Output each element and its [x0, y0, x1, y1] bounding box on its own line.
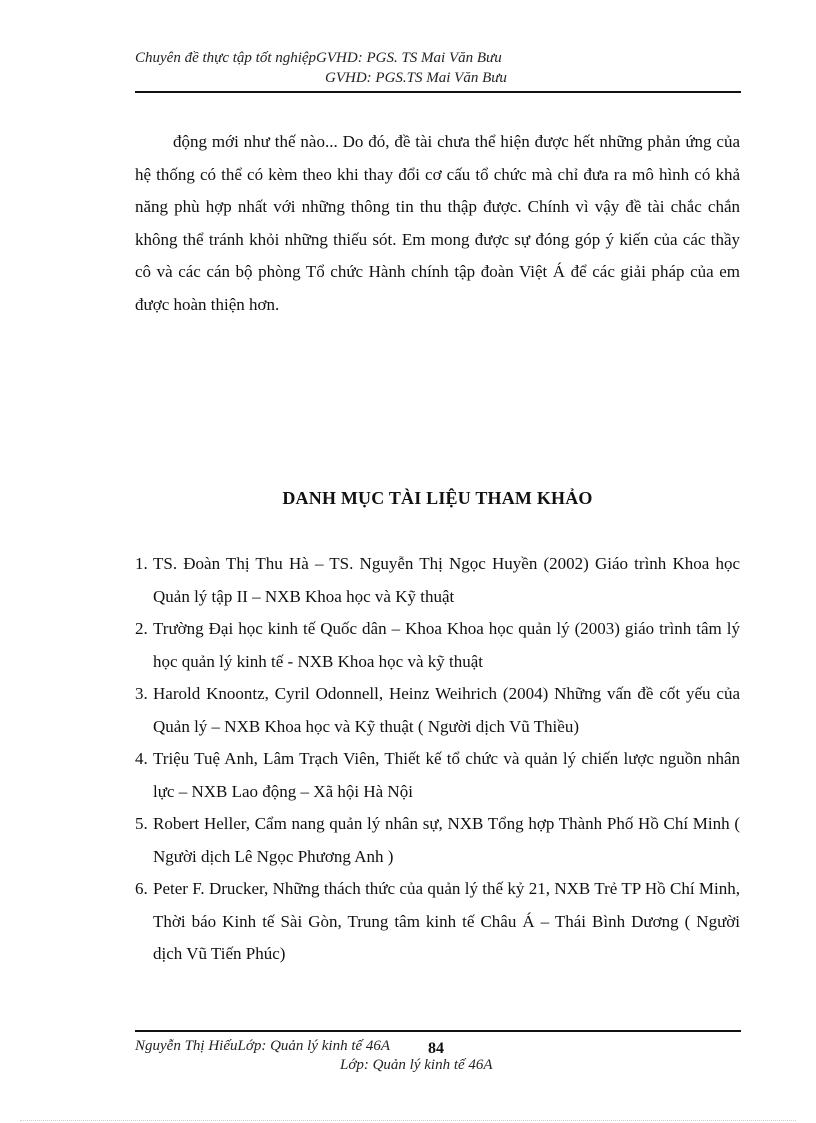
page-number: 84: [428, 1040, 444, 1057]
header-advisor-line: GVHD: PGS.TS Mai Văn Bưu: [325, 70, 507, 86]
references-list: [135, 548, 740, 971]
footer-rule: [135, 1030, 741, 1032]
reference-item: [135, 548, 740, 613]
reference-number: 2.: [135, 619, 148, 638]
page-header: [135, 48, 740, 88]
footer-author-line: Nguyễn Thị HiếuLớp: Quản lý kinh tế 46A: [135, 1038, 391, 1054]
header-rule: [135, 91, 741, 93]
reference-text: Harold Knoontz, Cyril Odonnell, Heinz Weihrich (2004) Những vấn đề cốt yếu của Quản lý – NXB Khoa học và Kỹ thuật ( Người dịch Vũ Thiều): [153, 684, 740, 736]
reference-text: Triệu Tuệ Anh, Lâm Trạch Viên, Thiết kế tổ chức và quản lý chiến lược nguồn nhân lực – NXB Lao động – Xã hội Hà Nội: [153, 749, 740, 801]
reference-item: [135, 613, 740, 678]
body-paragraph: động mới như thế nào... Do đó, đề tài chưa thể hiện được hết những phản ứng của hệ thống có thể có kèm theo khi thay đổi cơ cấu tổ chức mà chỉ đưa ra mô hình có khả năng phù hợp nhất với những thông tin thu thập được. Chính vì vậy đề tài chắc chắn không thể tránh khỏi những thiếu sót. Em mong được sự đóng góp ý kiến của các thầy cô và các cán bộ phòng Tổ chức Hành chính tập đoàn Việt Á để các giải pháp của em được hoàn thiện hơn.: [135, 132, 740, 314]
reference-text: Trường Đại học kinh tế Quốc dân – Khoa Khoa học quản lý (2003) giáo trình tâm lý học quản lý kinh tế - NXB Khoa học và kỹ thuật: [153, 619, 740, 671]
reference-text: Robert Heller, Cẩm nang quản lý nhân sự, NXB Tổng hợp Thành Phố Hồ Chí Minh ( Người dịch Lê Ngọc Phương Anh ): [153, 814, 740, 866]
reference-number: 1.: [135, 554, 148, 573]
reference-item: [135, 873, 740, 971]
reference-number: 6.: [135, 879, 148, 898]
page-edge-divider: [20, 1120, 796, 1121]
reference-number: 4.: [135, 749, 148, 768]
reference-item: [135, 743, 740, 808]
reference-item: [135, 678, 740, 743]
reference-text: Peter F. Drucker, Những thách thức của quản lý thế kỷ 21, NXB Trẻ TP Hồ Chí Minh, Thời báo Kinh tế Sài Gòn, Trung tâm kinh tế Châu Á – Thái Bình Dương ( Người dịch Vũ Tiến Phúc): [153, 879, 740, 963]
reference-text: TS. Đoàn Thị Thu Hà – TS. Nguyễn Thị Ngọc Huyền (2002) Giáo trình Khoa học Quản lý tập II – NXB Khoa học và Kỹ thuật: [153, 554, 740, 606]
reference-number: 3.: [135, 684, 148, 703]
header-title-line: Chuyên đề thực tập tốt nghiệpGVHD: PGS. TS Mai Văn Bưu: [135, 50, 502, 66]
footer-class-line: Lớp: Quản lý kinh tế 46A: [340, 1057, 493, 1073]
references-heading: DANH MỤC TÀI LIỆU THAM KHẢO: [282, 488, 593, 508]
reference-number: 5.: [135, 814, 148, 833]
reference-item: [135, 808, 740, 873]
